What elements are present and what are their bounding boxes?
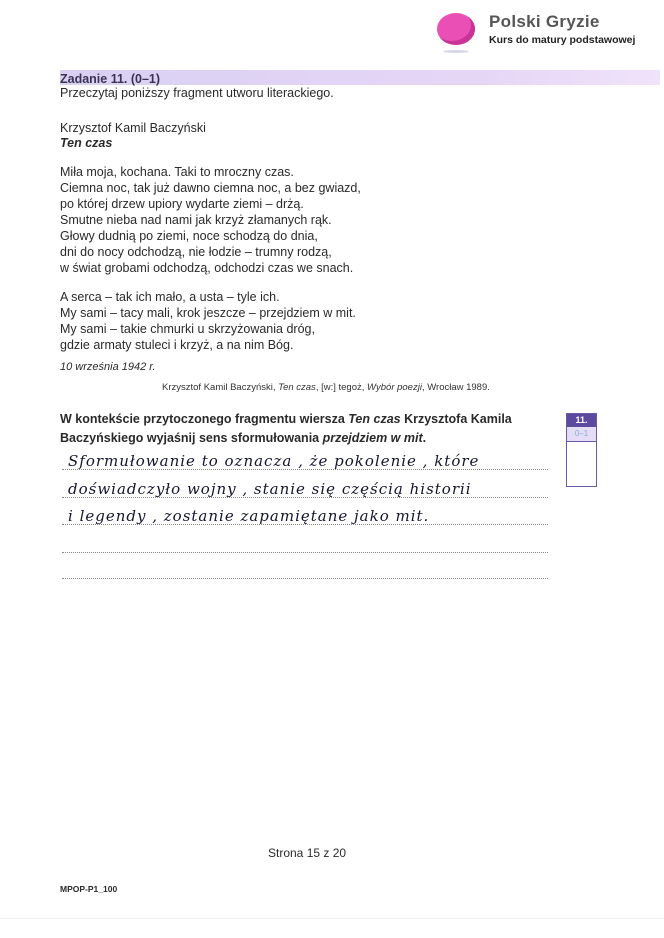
poem-line: Głowy dudnią po ziemi, noce schodzą do dnia, — [60, 229, 318, 243]
poem-line: A serca – tak ich mało, a usta – tyle ich. — [60, 290, 280, 304]
answer-line — [62, 552, 548, 553]
page-number: Strona 15 z 20 — [268, 846, 347, 860]
brain-icon — [437, 13, 475, 45]
poem-line: My sami – takie chmurki u skrzyżowania dróg, — [60, 322, 315, 336]
poem-stanza-1 — [60, 164, 361, 276]
score-box — [566, 413, 597, 487]
question-italic: przejdziem w mit — [322, 430, 423, 445]
answer-line — [62, 469, 548, 470]
poem-stanza-2 — [60, 289, 356, 353]
task-header: Zadanie 11. (0–1) — [60, 72, 161, 86]
task-header-bar — [60, 70, 660, 85]
task-instruction: Przeczytaj poniższy fragment utworu literackiego. — [60, 86, 334, 100]
poem-line: po której drzew upiory wydarte ziemi – drżą. — [60, 197, 304, 211]
poem-title: Ten czas — [60, 136, 113, 150]
handwritten-answer-line: Sformułowanie to oznacza , że pokolenie , które — [68, 452, 480, 470]
poem-line: Smutne nieba nad nami jak krzyż złamanych rąk. — [60, 213, 332, 227]
brand-title: Polski Gryzie — [489, 12, 600, 31]
brand-subtitle: Kurs do matury podstawowej — [489, 34, 636, 46]
source-text: Krzysztof Kamil Baczyński, — [162, 382, 279, 393]
source-text: , [w:] tegoż, — [315, 382, 368, 393]
score-box-number: 11. — [567, 414, 596, 427]
poem-date: 10 września 1942 r. — [60, 361, 156, 373]
source-citation — [162, 382, 490, 393]
source-book: Wybór poezji — [367, 382, 422, 393]
answer-line — [62, 524, 548, 525]
brand-logo — [437, 12, 635, 46]
poem-line: dni do nocy odchodzą, nie łodzie – trumny rodzą, — [60, 245, 332, 259]
source-title: Ten czas — [278, 382, 316, 393]
handwritten-answer-line: i legendy , zostanie zapamiętane jako mit. — [68, 507, 430, 525]
question-text — [60, 410, 550, 447]
divider — [0, 918, 664, 919]
poem-line: w świat grobami odchodzą, odchodzi czas we snach. — [60, 261, 354, 275]
poem-line: Miła moja, kochana. Taki to mroczny czas. — [60, 165, 294, 179]
answer-line — [62, 578, 548, 579]
score-box-points: 0–1 — [567, 427, 596, 442]
question-part: W kontekście przytoczonego fragmentu wiersza — [60, 412, 349, 426]
question-part: . — [422, 430, 427, 445]
question-part: Krzysztofa Kamila Baczyńskiego wyjaśnij sens sformułowania — [60, 412, 512, 445]
exam-code: MPOP-P1_100 — [60, 884, 118, 894]
poem-line: Ciemna noc, tak już dawno ciemna noc, a bez gwiazd, — [60, 181, 361, 195]
question-italic: Ten czas — [348, 412, 401, 426]
poem-author: Krzysztof Kamil Baczyński — [60, 121, 206, 135]
source-text: , Wrocław 1989. — [421, 382, 490, 393]
poem-line: gdzie armaty stuleci i krzyż, a na nim Bóg. — [60, 338, 294, 352]
poem-line: My sami – tacy mali, krok jeszcze – przejdziem w mit. — [60, 306, 356, 320]
handwritten-answer-line: doświadczyło wojny , stanie się częścią historii — [68, 480, 472, 498]
answer-line — [62, 497, 548, 498]
